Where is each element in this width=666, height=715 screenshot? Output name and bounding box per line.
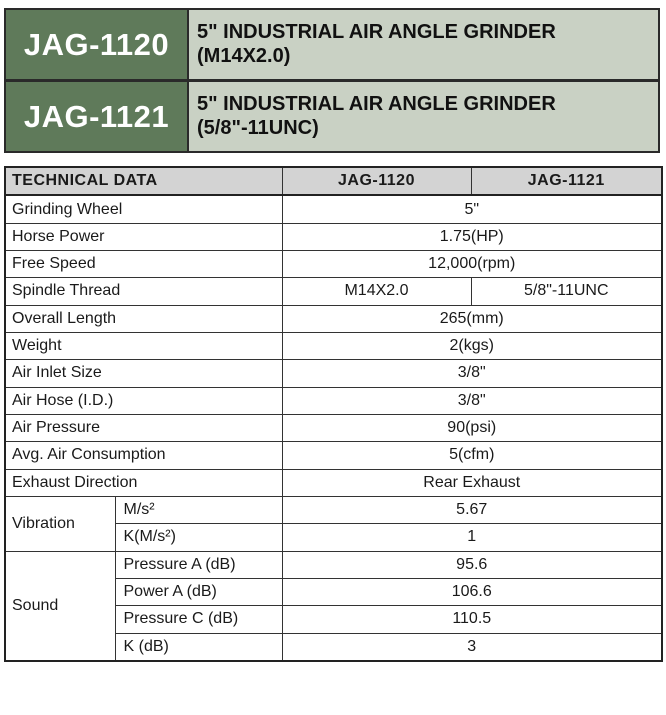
- spec-value: 3/8": [282, 360, 662, 387]
- spec-value: 1.75(HP): [282, 223, 662, 250]
- model-header: [4, 8, 660, 153]
- model-description: [189, 82, 658, 151]
- spec-value: 5/8"-11UNC: [471, 278, 662, 305]
- model-row: [6, 82, 658, 151]
- model-code: JAG-1121: [6, 82, 187, 151]
- model-description-line: 5" INDUSTRIAL AIR ANGLE GRINDER: [197, 93, 556, 115]
- model-description-line: (M14X2.0): [197, 45, 291, 67]
- spec-value: 5.67: [282, 496, 662, 523]
- spec-value: 110.5: [282, 606, 662, 633]
- table-row: [5, 414, 662, 441]
- spec-label: Horse Power: [5, 223, 282, 250]
- spec-value: 95.6: [282, 551, 662, 578]
- table-row: [5, 251, 662, 278]
- spec-sub-label: K (dB): [115, 633, 282, 661]
- table-header-row: [5, 167, 662, 195]
- table-row: [5, 223, 662, 250]
- spec-value: 3: [282, 633, 662, 661]
- model-row: [6, 10, 658, 79]
- spec-sub-label: Pressure A (dB): [115, 551, 282, 578]
- model-description-line: (5/8"-11UNC): [197, 117, 319, 139]
- table-row: [5, 278, 662, 305]
- spec-sub-label: Pressure C (dB): [115, 606, 282, 633]
- sound-group-label: Sound: [5, 551, 115, 661]
- model-code: JAG-1120: [6, 10, 187, 79]
- spec-value: 265(mm): [282, 305, 662, 332]
- spec-sub-label: Power A (dB): [115, 578, 282, 605]
- technical-data-table: [4, 166, 663, 662]
- table-row: [5, 360, 662, 387]
- spec-value: 2(kgs): [282, 332, 662, 359]
- spec-label: Avg. Air Consumption: [5, 442, 282, 469]
- spec-sub-label: K(M/s²): [115, 524, 282, 551]
- table-row: [5, 551, 662, 578]
- spec-value: 1: [282, 524, 662, 551]
- model-description: [189, 10, 658, 79]
- spec-value: 5(cfm): [282, 442, 662, 469]
- vibration-group-label: Vibration: [5, 496, 115, 551]
- spec-label: Weight: [5, 332, 282, 359]
- spec-value: Rear Exhaust: [282, 469, 662, 496]
- model-description-line: 5" INDUSTRIAL AIR ANGLE GRINDER: [197, 21, 556, 43]
- spec-label: Overall Length: [5, 305, 282, 332]
- table-row: [5, 496, 662, 523]
- spec-value: 3/8": [282, 387, 662, 414]
- spec-label: Grinding Wheel: [5, 195, 282, 223]
- spec-value: 90(psi): [282, 414, 662, 441]
- table-row: [5, 442, 662, 469]
- spec-value: 5": [282, 195, 662, 223]
- spec-sub-label: M/s²: [115, 496, 282, 523]
- spec-label: Air Pressure: [5, 414, 282, 441]
- table-row: [5, 195, 662, 223]
- spec-label: Free Speed: [5, 251, 282, 278]
- table-row: [5, 305, 662, 332]
- spec-label: Exhaust Direction: [5, 469, 282, 496]
- spec-value: 12,000(rpm): [282, 251, 662, 278]
- table-row: [5, 387, 662, 414]
- table-header-model: JAG-1121: [471, 167, 662, 195]
- table-header-label: TECHNICAL DATA: [5, 167, 282, 195]
- spec-label: Air Hose (I.D.): [5, 387, 282, 414]
- table-row: [5, 469, 662, 496]
- table-row: [5, 332, 662, 359]
- spec-label: Spindle Thread: [5, 278, 282, 305]
- spec-label: Air Inlet Size: [5, 360, 282, 387]
- spec-value: 106.6: [282, 578, 662, 605]
- table-header-model: JAG-1120: [282, 167, 471, 195]
- spec-value: M14X2.0: [282, 278, 471, 305]
